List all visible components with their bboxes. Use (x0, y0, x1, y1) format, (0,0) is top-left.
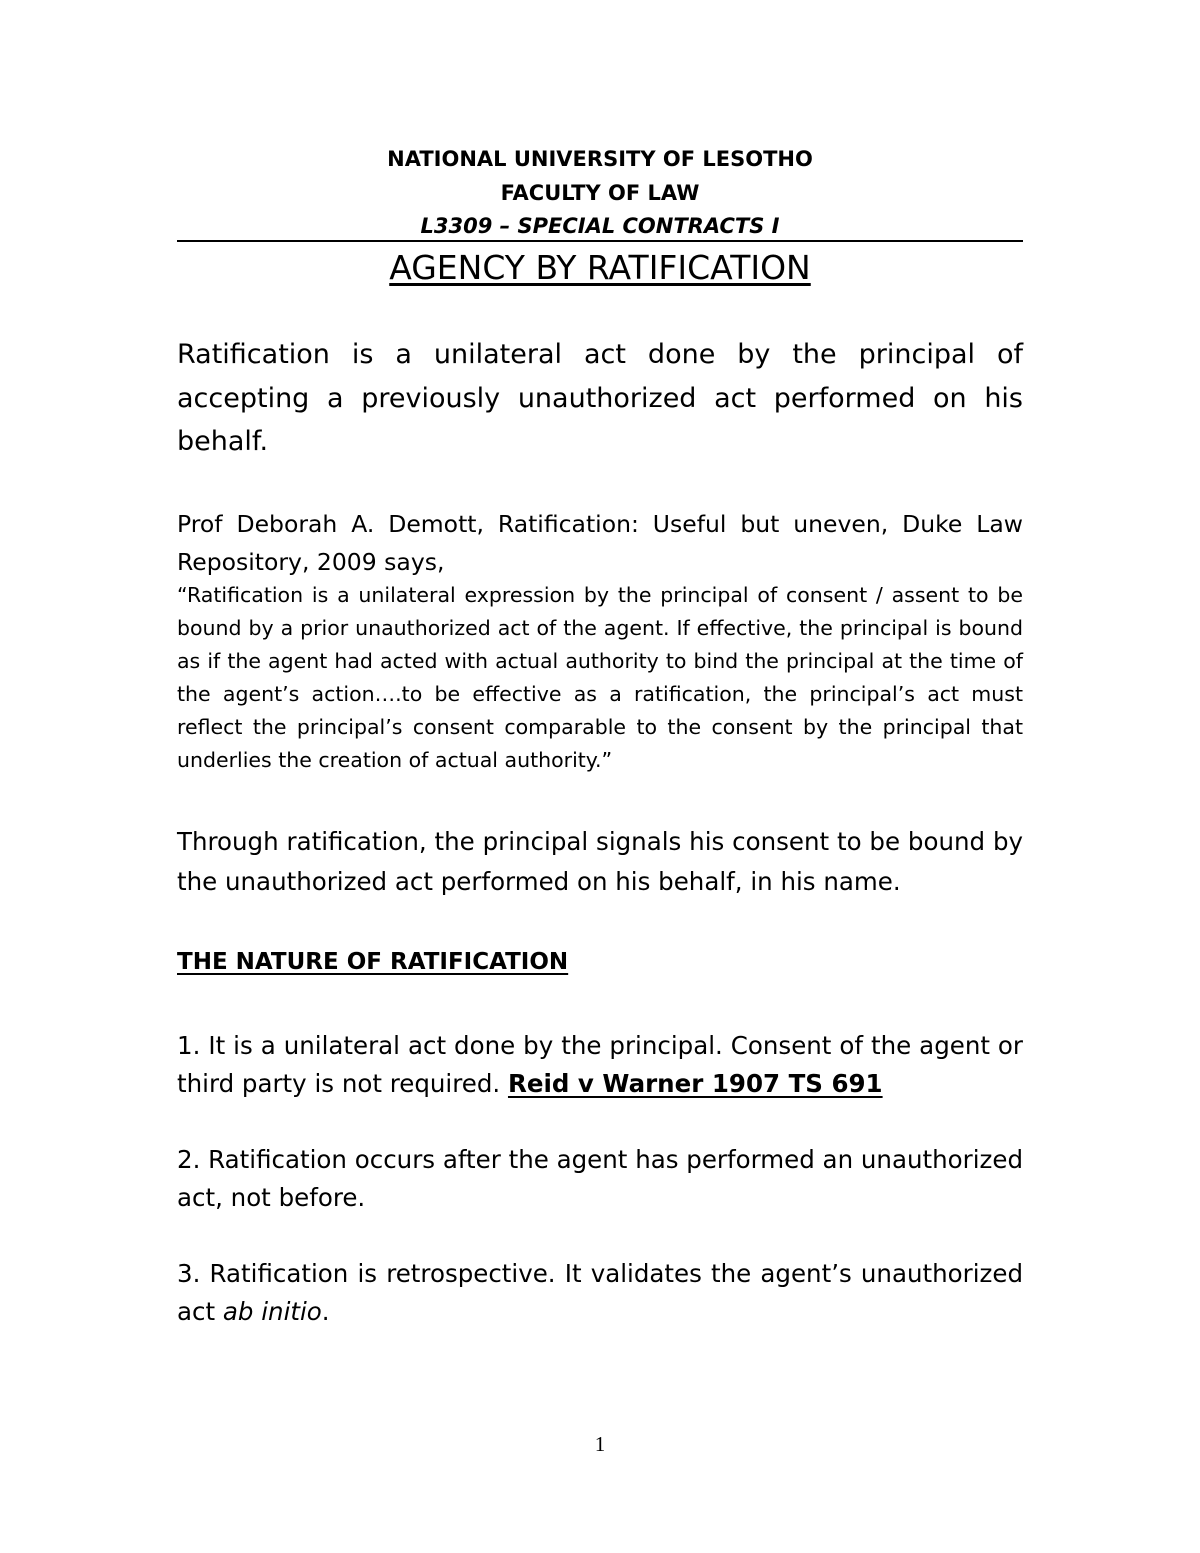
header-divider (177, 240, 1023, 242)
quote-paragraph: “Ratification is a unilateral expression by the principal of consent / assent to be bound by a prior unauthorized act of the agent. If effective, the principal is bound as if the agent had acted with actual authority to bind the principal at the time of the agent’s action….to be effective as a ratification, the principal’s act must reflect the principal’s consent comparable to the consent by the principal that underlies the creation of actual authority.” (177, 583, 1023, 772)
list-item-text: 3. Ratification is retrospective. It validates the agent’s unauthorized act (177, 1259, 1023, 1326)
list-item (177, 1027, 1023, 1103)
case-citation: Reid v Warner 1907 TS 691 (507, 1069, 883, 1098)
definition-paragraph: Ratification is a unilateral act done by the principal of accepting a previously unauthorized act performed on his behalf. (177, 339, 1023, 457)
course-name: L3309 – SPECIAL CONTRACTS I (420, 214, 780, 238)
faculty-name: FACULTY OF LAW (500, 181, 700, 205)
list-item (177, 1141, 1023, 1217)
list-item-text: 1. It is a unilateral act done by the principal. Consent of the agent or third party is not required. (177, 1031, 1023, 1098)
list-item-text: 2. Ratification occurs after the agent has performed an unauthorized act, not before. (177, 1145, 1023, 1212)
list-item-end: . (321, 1297, 330, 1326)
list-item (177, 1255, 1023, 1331)
latin-phrase: ab initio (222, 1297, 322, 1326)
document-title: AGENCY BY RATIFICATION (389, 248, 811, 287)
university-name: NATIONAL UNIVERSITY OF LESOTHO (387, 147, 813, 171)
section-heading: THE NATURE OF RATIFICATION (177, 949, 569, 975)
quote-intro-paragraph: Prof Deborah A. Demott, Ratification: Useful but uneven, Duke Law Repository, 2009 says, (177, 510, 1023, 576)
consent-paragraph: Through ratification, the principal signals his consent to be bound by the unauthorized act performed on his behalf, in his name. (177, 827, 1023, 896)
page-number: 1 (594, 1432, 606, 1456)
